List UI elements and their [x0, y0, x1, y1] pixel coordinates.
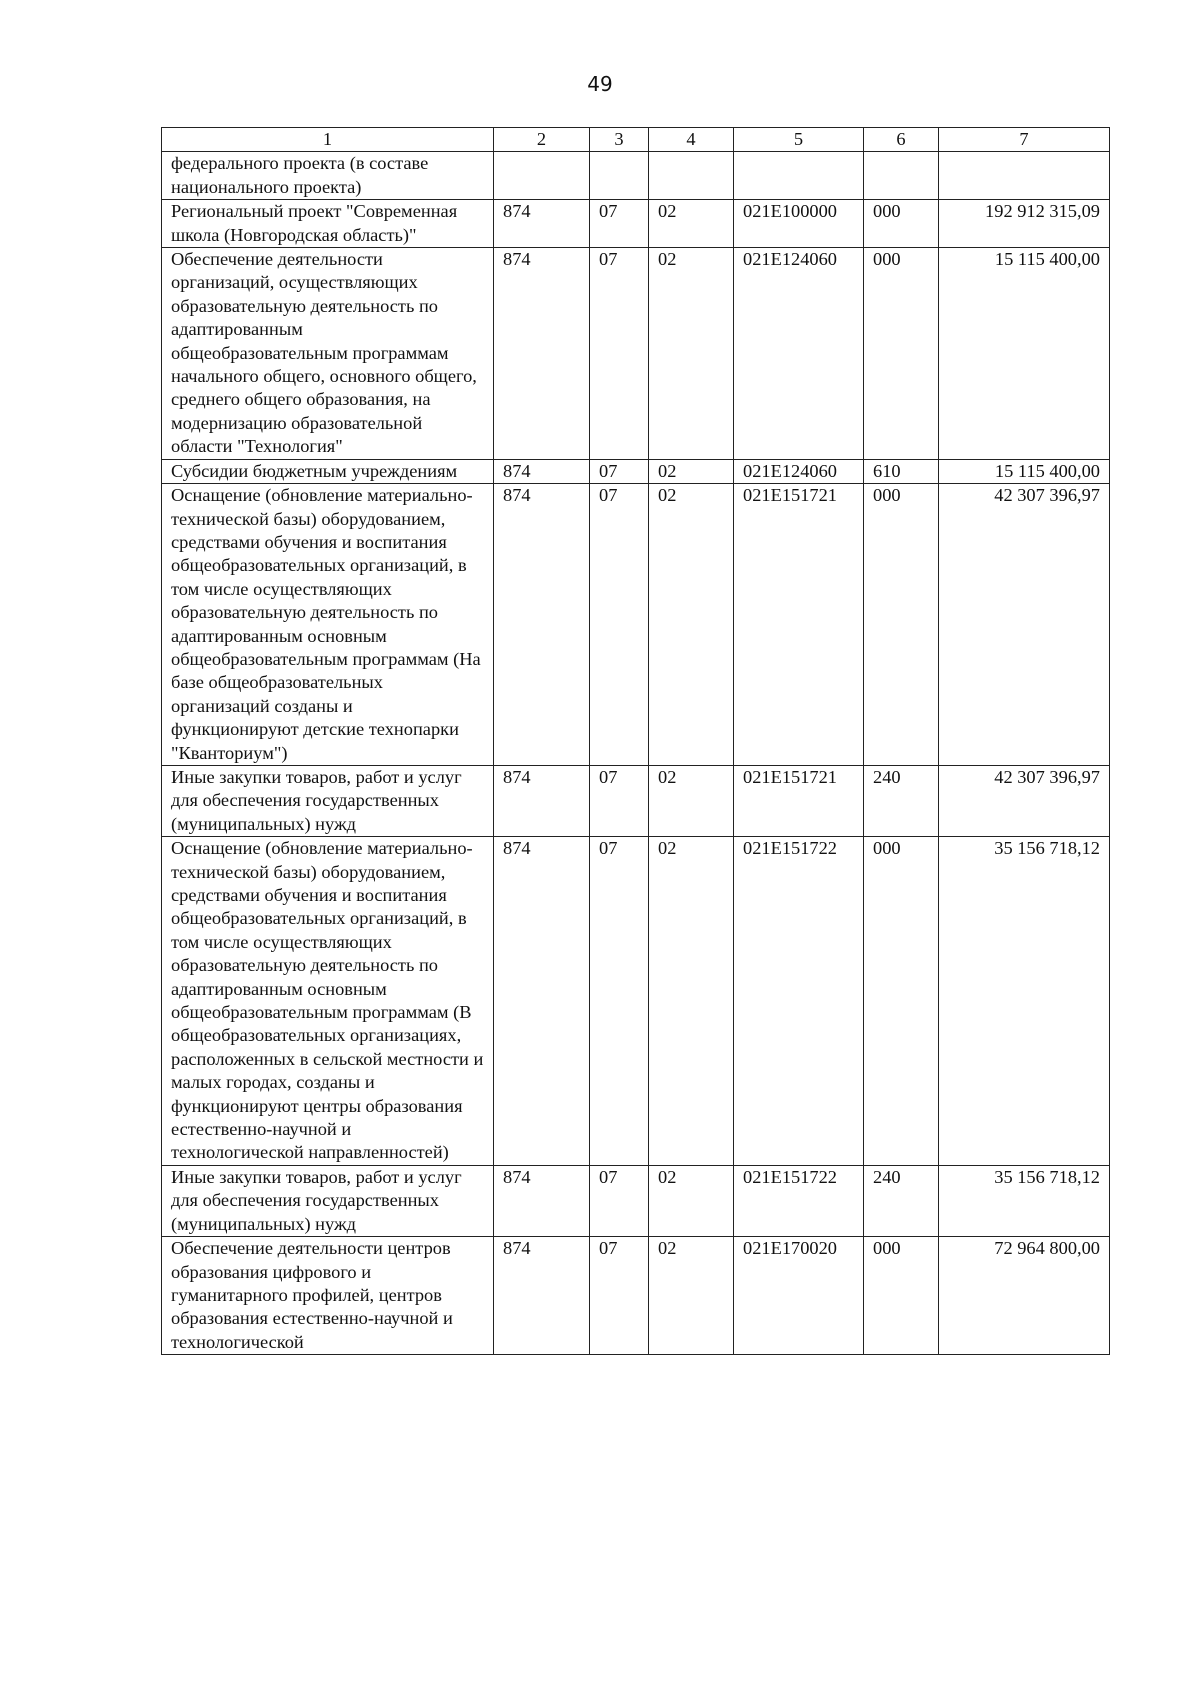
row-amount	[939, 152, 1110, 200]
column-header: 1	[162, 128, 494, 152]
table-row	[162, 837, 1110, 1166]
table-row	[162, 1165, 1110, 1236]
row-expense-type	[864, 152, 939, 200]
row-subsection: 02	[649, 765, 734, 836]
row-target-article: 021E124060	[734, 248, 864, 460]
row-subsection: 02	[649, 459, 734, 483]
row-target-article: 021E100000	[734, 200, 864, 248]
row-target-article: 021E151722	[734, 1165, 864, 1236]
row-expense-type: 610	[864, 459, 939, 483]
row-name: Региональный проект "Современная школа (Новгородская область)"	[162, 200, 494, 248]
row-target-article: 021E151722	[734, 837, 864, 1166]
row-expense-type: 000	[864, 248, 939, 460]
row-subsection: 02	[649, 1237, 734, 1355]
row-section: 07	[590, 837, 649, 1166]
row-target-article: 021E151721	[734, 765, 864, 836]
row-code: 874	[494, 837, 590, 1166]
row-name: Субсидии бюджетным учреждениям	[162, 459, 494, 483]
row-name: Иные закупки товаров, работ и услуг для обеспечения государственных (муниципальных) нужд	[162, 765, 494, 836]
column-header: 4	[649, 128, 734, 152]
row-subsection: 02	[649, 248, 734, 460]
table-row	[162, 1237, 1110, 1355]
row-code: 874	[494, 765, 590, 836]
row-amount: 192 912 315,09	[939, 200, 1110, 248]
row-amount: 72 964 800,00	[939, 1237, 1110, 1355]
row-section: 07	[590, 459, 649, 483]
row-subsection: 02	[649, 1165, 734, 1236]
row-section: 07	[590, 200, 649, 248]
row-amount: 35 156 718,12	[939, 837, 1110, 1166]
row-target-article	[734, 152, 864, 200]
row-target-article: 021E124060	[734, 459, 864, 483]
row-expense-type: 000	[864, 837, 939, 1166]
column-header: 5	[734, 128, 864, 152]
row-code	[494, 152, 590, 200]
column-header: 6	[864, 128, 939, 152]
row-expense-type: 000	[864, 1237, 939, 1355]
row-name: Обеспечение деятельности центров образования цифрового и гуманитарного профилей, центров образования естественно-научной и технологической	[162, 1237, 494, 1355]
row-expense-type: 240	[864, 1165, 939, 1236]
row-expense-type: 000	[864, 484, 939, 766]
row-expense-type: 000	[864, 200, 939, 248]
row-code: 874	[494, 1165, 590, 1236]
page-number: 49	[587, 72, 613, 96]
row-name: Иные закупки товаров, работ и услуг для обеспечения государственных (муниципальных) нужд	[162, 1165, 494, 1236]
table-row	[162, 765, 1110, 836]
row-name: федерального проекта (в составе национального проекта)	[162, 152, 494, 200]
row-section: 07	[590, 765, 649, 836]
table-row	[162, 200, 1110, 248]
row-expense-type: 240	[864, 765, 939, 836]
row-subsection: 02	[649, 200, 734, 248]
row-code: 874	[494, 459, 590, 483]
row-amount: 15 115 400,00	[939, 248, 1110, 460]
row-amount: 35 156 718,12	[939, 1165, 1110, 1236]
row-subsection: 02	[649, 837, 734, 1166]
row-name: Обеспечение деятельности организаций, осуществляющих образовательную деятельность по адаптированным общеобразовательным программам начального общего, основного общего, среднего общего образования, на модернизацию образовательной области "Технология"	[162, 248, 494, 460]
row-target-article: 021E170020	[734, 1237, 864, 1355]
row-amount: 42 307 396,97	[939, 765, 1110, 836]
row-target-article: 021E151721	[734, 484, 864, 766]
row-code: 874	[494, 200, 590, 248]
row-code: 874	[494, 248, 590, 460]
table-header-row	[162, 128, 1110, 152]
row-section: 07	[590, 1237, 649, 1355]
row-code: 874	[494, 1237, 590, 1355]
row-section: 07	[590, 484, 649, 766]
row-name: Оснащение (обновление материально-технической базы) оборудованием, средствами обучения и воспитания общеобразовательных организаций, в том числе осуществляющих образовательную деятельность по адаптированным основным общеобразовательным программам (В общеобразовательных организациях, расположенных в сельской местности и малых городах, созданы и функционируют центры образования естественно-научной и технологической направленностей)	[162, 837, 494, 1166]
column-header: 2	[494, 128, 590, 152]
row-section: 07	[590, 248, 649, 460]
row-subsection: 02	[649, 484, 734, 766]
row-amount: 15 115 400,00	[939, 459, 1110, 483]
table-row	[162, 248, 1110, 460]
row-code: 874	[494, 484, 590, 766]
row-section: 07	[590, 1165, 649, 1236]
row-section	[590, 152, 649, 200]
row-subsection	[649, 152, 734, 200]
table-row	[162, 152, 1110, 200]
column-header: 7	[939, 128, 1110, 152]
table-row	[162, 484, 1110, 766]
table-row	[162, 459, 1110, 483]
row-amount: 42 307 396,97	[939, 484, 1110, 766]
budget-table	[161, 127, 1110, 1355]
row-name: Оснащение (обновление материально-технической базы) оборудованием, средствами обучения и воспитания общеобразовательных организаций, в том числе осуществляющих образовательную деятельность по адаптированным основным общеобразовательным программам (На базе общеобразовательных организаций созданы и функционируют детские технопарки "Кванториум")	[162, 484, 494, 766]
column-header: 3	[590, 128, 649, 152]
